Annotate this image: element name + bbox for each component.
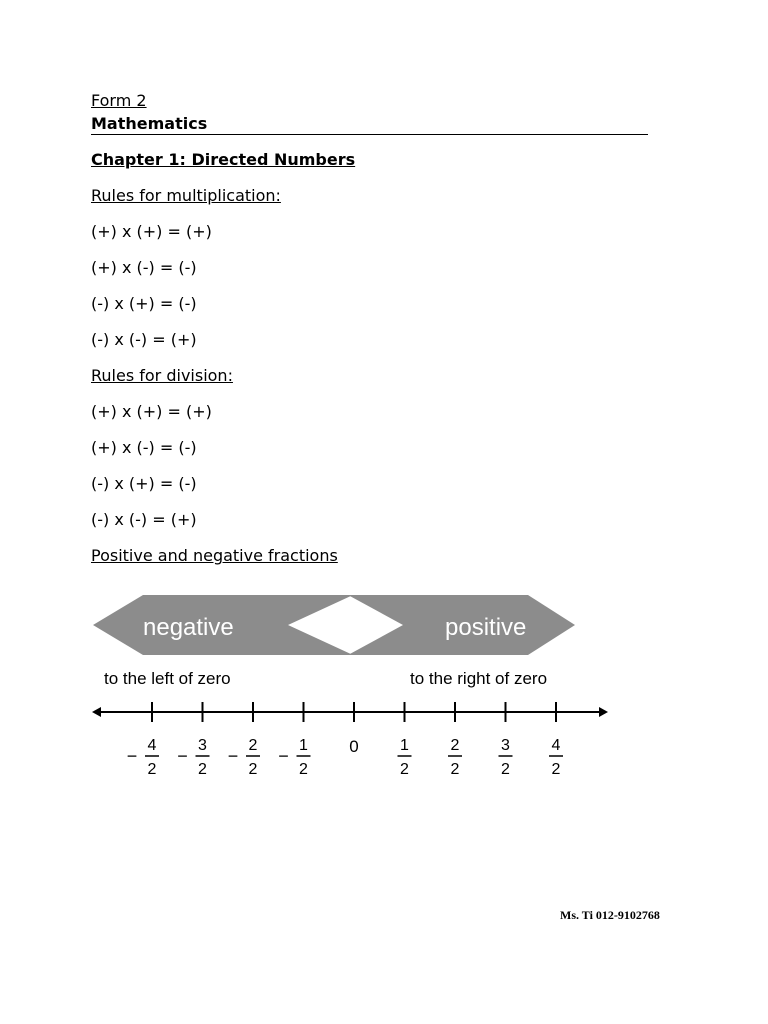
tick-label: 0 <box>349 737 359 756</box>
number-line-figure <box>88 590 618 790</box>
fraction-numerator: 3 <box>501 737 510 754</box>
subject-line <box>91 114 648 135</box>
multiplication-rule: (+) x (-) = (-) <box>91 258 197 277</box>
left-caption: to the left of zero <box>104 669 231 688</box>
chapter-title: Chapter 1: Directed Numbers <box>91 150 356 169</box>
fraction-numerator: 3 <box>198 737 207 754</box>
right-caption: to the right of zero <box>410 669 548 688</box>
left-arrowhead <box>92 707 101 717</box>
division-rule: (+) x (-) = (-) <box>91 438 197 457</box>
division-heading: Rules for division: <box>91 366 233 385</box>
division-rule: (-) x (+) = (-) <box>91 474 197 493</box>
negative-label: negative <box>143 614 234 641</box>
fraction-numerator: 1 <box>299 737 308 754</box>
division-rule: (+) x (+) = (+) <box>91 402 212 421</box>
fraction-denominator: 2 <box>551 761 561 778</box>
fraction-numerator: 2 <box>248 737 258 754</box>
right-arrowhead <box>599 707 608 717</box>
fraction-numerator: 2 <box>450 737 460 754</box>
subject-title: Mathematics <box>91 114 648 135</box>
minus-sign: − <box>177 746 188 766</box>
multiplication-rule: (-) x (+) = (-) <box>91 294 197 313</box>
fraction-numerator: 4 <box>147 737 157 754</box>
multiplication-heading: Rules for multiplication: <box>91 186 281 205</box>
fraction-numerator: 4 <box>551 737 561 754</box>
minus-sign: − <box>227 746 239 766</box>
author-contact: Ms. Ti 012-9102768 <box>560 908 660 922</box>
fraction-denominator: 2 <box>147 761 157 778</box>
fractions-heading: Positive and negative fractions <box>91 546 338 565</box>
positive-label: positive <box>445 614 527 641</box>
multiplication-rule: (+) x (+) = (+) <box>91 222 212 241</box>
fraction-denominator: 2 <box>248 761 258 778</box>
fraction-denominator: 2 <box>198 761 207 778</box>
fraction-denominator: 2 <box>299 761 308 778</box>
fraction-denominator: 2 <box>501 761 510 778</box>
form-label: Form 2 <box>91 91 147 110</box>
fraction-denominator: 2 <box>450 761 460 778</box>
minus-sign: − <box>126 746 138 766</box>
fraction-denominator: 2 <box>400 761 409 778</box>
division-rule: (-) x (-) = (+) <box>91 510 197 529</box>
multiplication-rule: (-) x (-) = (+) <box>91 330 197 349</box>
minus-sign: − <box>278 746 289 766</box>
arrow-bridge-right <box>348 595 413 655</box>
fraction-numerator: 1 <box>400 737 409 754</box>
arrow-bridge-left <box>283 595 353 655</box>
